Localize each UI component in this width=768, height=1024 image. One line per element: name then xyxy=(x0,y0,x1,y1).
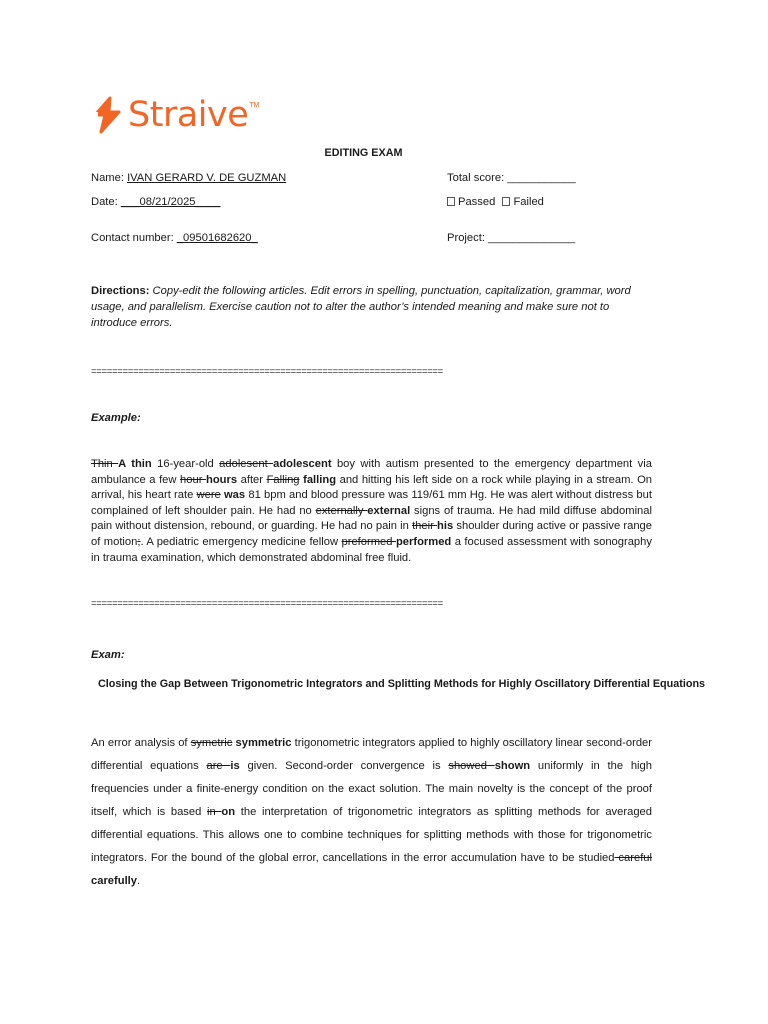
page-title: EDITING EXAM xyxy=(324,147,403,159)
name-value[interactable]: IVAN GERARD V. DE GUZMAN xyxy=(127,172,287,184)
inserted-text: falling xyxy=(303,473,337,486)
body-text: An error analysis of xyxy=(91,737,191,749)
inserted-text: is xyxy=(230,760,240,772)
failed-label: Failed xyxy=(513,196,544,208)
inserted-text: on xyxy=(221,806,236,818)
inserted-text: hours xyxy=(205,473,238,486)
failed-checkbox[interactable] xyxy=(502,197,510,206)
body-text: shoulder during active or passive range of motion xyxy=(91,520,653,548)
deleted-text: externally xyxy=(315,504,368,517)
body-text: . xyxy=(137,875,141,887)
body-text: 81 bpm and blood pressure was 119/61 mm Hg. He was alert without distress but complained of left shoulder pain. He had no xyxy=(91,489,652,517)
project-label: Project: xyxy=(447,232,489,244)
straive-bolt-icon xyxy=(90,96,124,134)
deleted-text: preformed xyxy=(341,535,396,548)
body-text: . A pediatric emergency medicine fellow xyxy=(140,535,342,548)
deleted-text: are xyxy=(206,760,231,772)
body-text: a focused assessment with sonography in trauma examination, which demonstrated abdominal free fluid. xyxy=(91,535,652,564)
inserted-text: shown xyxy=(494,760,531,772)
inserted-text: was xyxy=(223,489,246,502)
body-text: after xyxy=(237,473,267,486)
deleted-text: ; xyxy=(137,535,141,548)
exam-label: Exam: xyxy=(91,649,125,661)
passed-label: Passed xyxy=(458,196,496,208)
deleted-text: their xyxy=(412,520,438,533)
exam-paragraph xyxy=(91,732,652,893)
contact-row xyxy=(91,232,258,244)
deleted-text: were xyxy=(196,489,221,502)
deleted-text: symetric xyxy=(190,737,233,749)
deleted-text: Falling xyxy=(266,473,300,486)
body-text: the interpretation of trigonometric integrators as splitting methods for averaged differential equations. This allows one to combine techniques for splitting methods with those for trigonometric integrators. For the bound of the global error, cancellations in the error accumulation have to be studied xyxy=(91,806,652,864)
directions-text: Copy-edit the following articles. Edit errors in spelling, punctuation, capitalization, grammar, word usage, and parallelism. Exercise caution not to alter the author’s intended meaning and make sure not to introduce errors. xyxy=(91,285,631,329)
total-score-row xyxy=(447,172,576,184)
deleted-text: careful xyxy=(614,852,653,864)
project-value[interactable]: ______________ xyxy=(488,232,576,244)
contact-value[interactable]: _09501682620_ xyxy=(176,232,258,244)
total-score-label: Total score: xyxy=(447,172,508,184)
pass-fail-row xyxy=(447,196,544,208)
brand-name: Straive xyxy=(128,95,249,135)
date-value[interactable]: ___08/21/2025____ xyxy=(120,196,221,208)
separator-top: =================================================================== xyxy=(91,366,443,377)
exam-article-title: Closing the Gap Between Trigonometric Integrators and Splitting Methods for Highly Oscillatory Differential Equations xyxy=(97,678,706,690)
date-row xyxy=(91,196,220,208)
body-text: given. Second-order convergence is xyxy=(239,760,449,772)
body-text: boy with autism presented to the emergency department via ambulance a few xyxy=(91,458,652,486)
brand-trademark: TM xyxy=(249,102,260,109)
body-text: signs of trauma. He had mild diffuse abdominal pain without distension, rebound, or guarding. He had no pain in xyxy=(91,504,652,533)
inserted-text: symmetric xyxy=(235,737,292,749)
directions xyxy=(91,283,651,331)
separator-bottom: =================================================================== xyxy=(91,598,443,609)
deleted-text: Thin xyxy=(91,458,119,470)
deleted-text: in xyxy=(207,806,222,818)
passed-checkbox[interactable] xyxy=(447,197,455,206)
total-score-value[interactable]: ___________ xyxy=(507,172,576,184)
deleted-text: adolesent xyxy=(219,458,274,470)
example-paragraph xyxy=(91,457,652,566)
inserted-text: his xyxy=(437,520,454,533)
date-label: Date: xyxy=(91,196,121,208)
straive-logo xyxy=(90,96,259,134)
body-text: uniformly in the high frequencies under a finite-energy condition on the exact solution. The main novelty is the concept of the proof itself, which is based xyxy=(91,760,652,818)
inserted-text: external xyxy=(367,504,411,517)
directions-label: Directions: xyxy=(91,285,150,297)
name-row xyxy=(91,172,286,184)
contact-label: Contact number: xyxy=(91,232,177,244)
project-row xyxy=(447,232,575,244)
body-text: trigonometric integrators applied to highly oscillatory linear second-order differential equations xyxy=(91,737,652,772)
inserted-text: performed xyxy=(395,535,452,548)
inserted-text: A thin xyxy=(118,458,152,470)
inserted-text: carefully xyxy=(91,875,138,887)
body-text: and hitting his left side on a rock while playing in a stream. On arrival, his heart rate xyxy=(91,473,653,502)
inserted-text: adolescent xyxy=(273,458,332,470)
example-label: Example: xyxy=(91,412,141,424)
deleted-text: hour xyxy=(180,473,206,486)
body-text: 16-year-old xyxy=(151,458,220,470)
name-label: Name: xyxy=(91,172,128,184)
deleted-text: showed xyxy=(448,760,495,772)
